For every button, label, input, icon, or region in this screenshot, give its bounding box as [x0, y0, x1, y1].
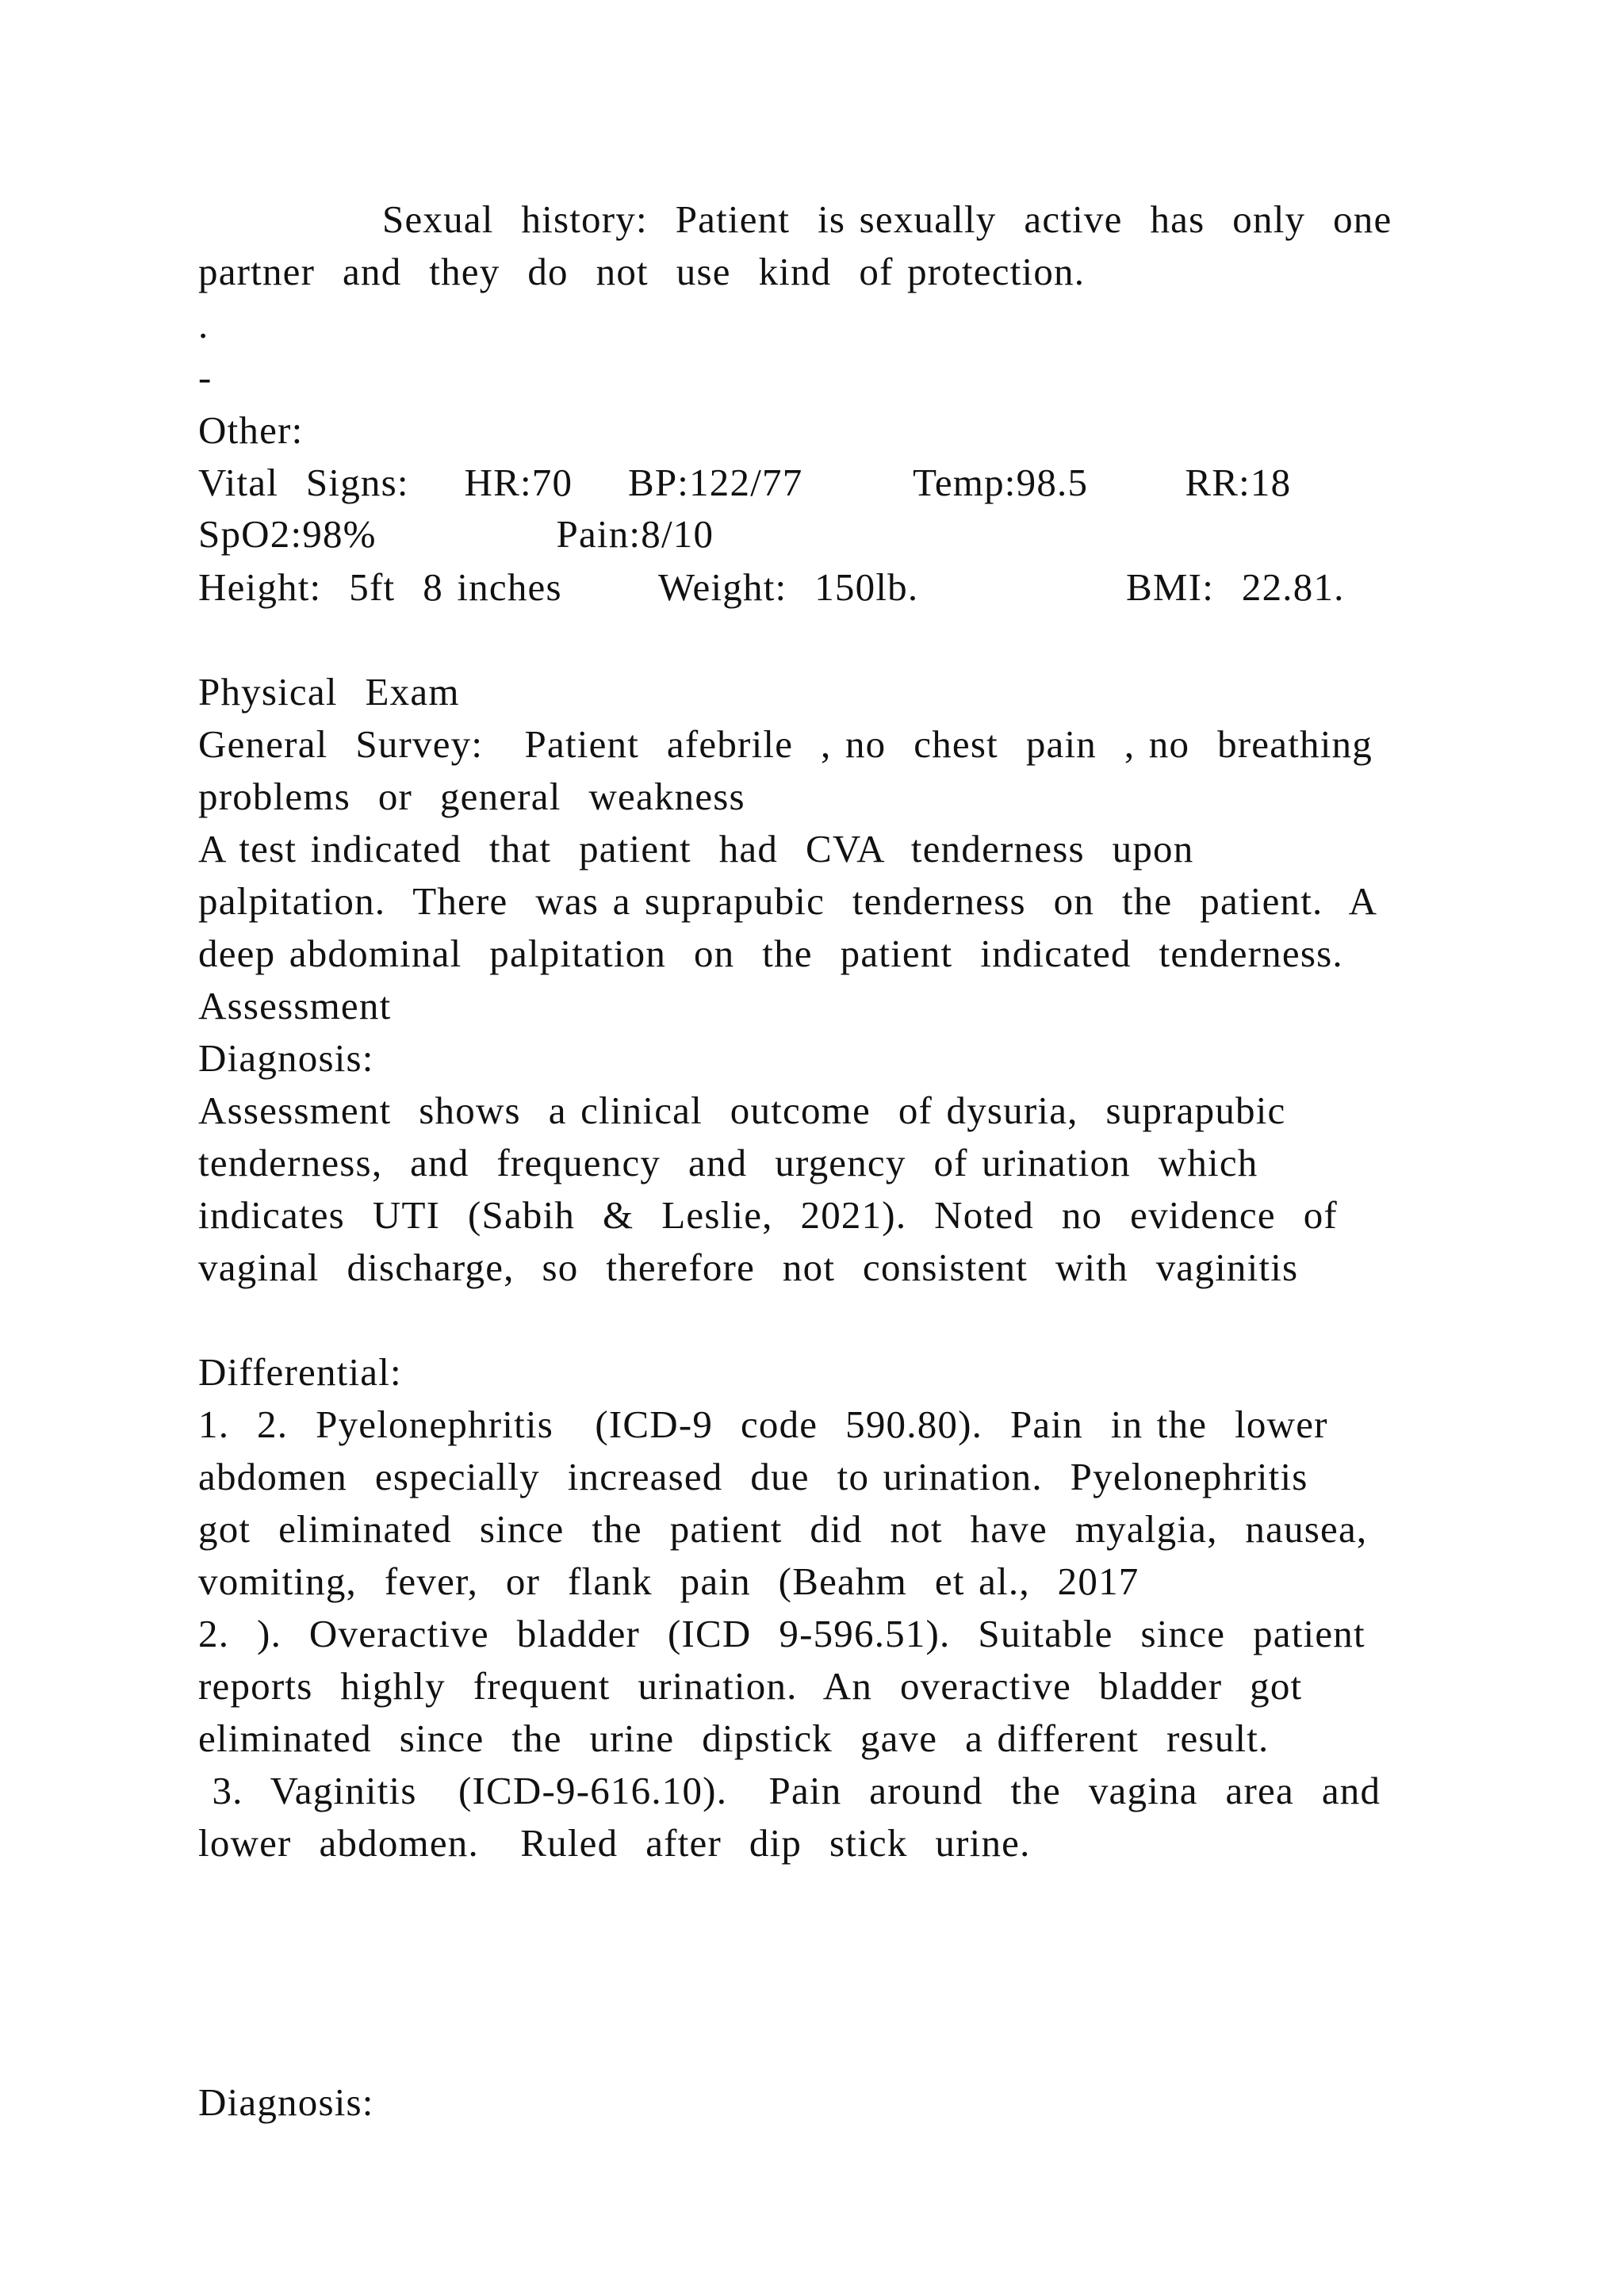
physical-exam-heading: Physical Exam	[198, 670, 460, 714]
vital-signs-line-1: Vital Signs: HR:70 BP:122/77 Temp:98.5 RR:18	[198, 461, 1292, 504]
sexual-history-line-2: partner and they do not use kind of protection.	[198, 250, 1086, 293]
general-survey-line-1: General Survey: Patient afebrile , no chest pain , no breathing	[198, 722, 1373, 766]
assessment-line-1: Assessment shows a clinical outcome of dysuria, suprapubic	[198, 1089, 1286, 1132]
differential-line-2: abdomen especially increased due to urination. Pyelonephritis	[198, 1455, 1308, 1498]
differential-line-7: eliminated since the urine dipstick gave a different result.	[198, 1716, 1270, 1760]
differential-line-1: 1. 2. Pyelonephritis (ICD-9 code 590.80). Pain in the lower	[198, 1402, 1328, 1446]
sexual-history-line-1: Sexual history: Patient is sexually active has only one	[382, 197, 1392, 241]
exam-finding-line-3: deep abdominal palpitation on the patient indicated tenderness.	[198, 932, 1343, 975]
differential-heading: Differential:	[198, 1350, 402, 1394]
vital-signs-line-2: SpO2:98% Pain:8/10	[198, 512, 714, 556]
assessment-heading: Assessment	[198, 984, 392, 1027]
height-weight-bmi-line: Height: 5ft 8 inches Weight: 150lb. BMI: 22.81.	[198, 565, 1345, 609]
final-diagnosis-heading: Diagnosis:	[198, 2080, 374, 2124]
separator-dot: .	[198, 303, 209, 346]
assessment-line-2: tenderness, and frequency and urgency of urination which	[198, 1141, 1258, 1184]
diagnosis-heading: Diagnosis:	[198, 1036, 374, 1080]
other-heading: Other:	[198, 408, 304, 452]
general-survey-line-2: problems or general weakness	[198, 775, 745, 818]
differential-line-3: got eliminated since the patient did not have myalgia, nausea,	[198, 1507, 1368, 1551]
assessment-line-4: vaginal discharge, so therefore not consistent with vaginitis	[198, 1246, 1299, 1289]
differential-line-6: reports highly frequent urination. An overactive bladder got	[198, 1664, 1303, 1708]
differential-line-4: vomiting, fever, or flank pain (Beahm et al., 2017	[198, 1559, 1139, 1603]
differential-line-8: 3. Vaginitis (ICD-9-616.10). Pain around the vagina area and	[198, 1769, 1381, 1812]
exam-finding-line-2: palpitation. There was a suprapubic tenderness on the patient. A	[198, 879, 1378, 923]
assessment-line-3: indicates UTI (Sabih & Leslie, 2021). Noted no evidence of	[198, 1193, 1338, 1237]
separator-dash: -	[198, 355, 213, 399]
differential-line-9: lower abdomen. Ruled after dip stick urine.	[198, 1821, 1031, 1865]
exam-finding-line-1: A test indicated that patient had CVA tenderness upon	[198, 827, 1194, 871]
differential-line-5: 2. ). Overactive bladder (ICD 9-596.51). Suitable since patient	[198, 1612, 1365, 1655]
